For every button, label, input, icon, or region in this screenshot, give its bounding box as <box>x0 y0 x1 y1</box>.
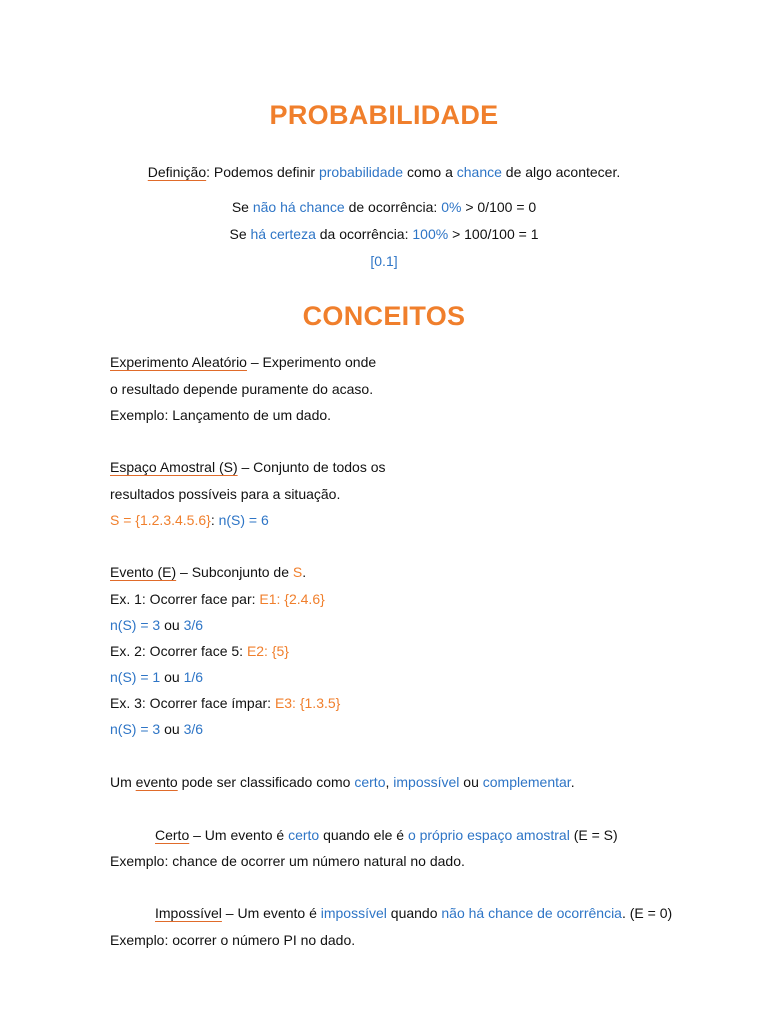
set-symbol: S <box>292 564 303 580</box>
text: > 100/100 = 1 <box>448 226 539 242</box>
espaco-line: resultados possíveis para a situação. <box>110 486 341 502</box>
class-certo: certo <box>354 774 386 790</box>
event-fraction: 3/6 <box>183 617 204 633</box>
text: (E = S) <box>569 827 618 843</box>
text: quando <box>386 905 442 921</box>
text: . <box>302 564 307 580</box>
text: , <box>385 774 394 790</box>
event-set: E1: {2.4.6} <box>259 591 325 607</box>
text: da ocorrência: <box>315 226 413 242</box>
text: ou <box>160 669 184 685</box>
interval-text: [0.1] <box>370 253 398 269</box>
highlight-text: não há chance <box>252 199 345 215</box>
text: de ocorrência: <box>344 199 442 215</box>
example-count-line <box>110 719 203 739</box>
event-fraction: 1/6 <box>183 669 204 685</box>
impossivel-line <box>155 903 672 923</box>
certo-example: Exemplo: chance de ocorrer um número natural no dado. <box>110 853 465 869</box>
example-count-line <box>110 667 203 687</box>
text: Ex. 3: Ocorrer face ímpar: <box>110 695 275 711</box>
text: – Um evento é <box>189 827 289 843</box>
definition-text: como a <box>403 164 457 180</box>
definition-label: Definição <box>147 164 207 180</box>
definition-text: de algo acontecer. <box>501 164 621 180</box>
event-count: n(S) = 1 <box>110 669 161 685</box>
example-line <box>110 589 325 609</box>
percent-value: 100% <box>412 226 449 242</box>
zero-chance-line <box>0 197 768 217</box>
sample-space-count: n(S) = 6 <box>218 512 269 528</box>
sample-space-set: S = {1.2.3.4.5.6} <box>110 512 211 528</box>
text: – Experimento onde <box>246 354 377 370</box>
text: – Um evento é <box>221 905 321 921</box>
example-line <box>110 693 340 713</box>
concept-term: Evento (E) <box>110 564 177 580</box>
definition-text: : Podemos definir <box>206 164 319 180</box>
example-line <box>110 641 289 661</box>
event-count: n(S) = 3 <box>110 721 161 737</box>
event-set: E2: {5} <box>246 643 289 659</box>
text: Um <box>110 774 136 790</box>
definition-line <box>0 162 768 182</box>
highlight-text: o próprio espaço amostral <box>407 827 570 843</box>
text: quando ele é <box>319 827 408 843</box>
text: – Subconjunto de <box>176 564 293 580</box>
concept-term: Impossível <box>155 905 222 921</box>
concept-term: evento <box>135 774 178 790</box>
certainty-line <box>0 224 768 244</box>
text: ou <box>459 774 483 790</box>
highlight-text: não há chance de ocorrência <box>441 905 622 921</box>
term-probabilidade: probabilidade <box>318 164 404 180</box>
text: – Conjunto de todos os <box>237 459 386 475</box>
text: Ex. 2: Ocorrer face 5: <box>110 643 247 659</box>
class-impossivel: impossível <box>393 774 460 790</box>
text: Ex. 1: Ocorrer face par: <box>110 591 260 607</box>
concept-term: Certo <box>155 827 190 843</box>
evento-line <box>110 562 306 582</box>
text: > 0/100 = 0 <box>461 199 537 215</box>
espaco-set-line <box>110 510 269 530</box>
espaco-line <box>110 457 386 477</box>
text: . (E = 0) <box>621 905 673 921</box>
text: Se <box>229 226 251 242</box>
text: . <box>570 774 575 790</box>
concept-term: Experimento Aleatório <box>110 354 247 370</box>
experimento-line <box>110 352 376 372</box>
classification-line <box>110 772 575 792</box>
impossivel-example: Exemplo: ocorrer o número PI no dado. <box>110 932 356 948</box>
section-title: CONCEITOS <box>302 301 466 331</box>
text: ou <box>160 721 184 737</box>
highlight-text: impossível <box>320 905 387 921</box>
text: : <box>210 512 219 528</box>
example-count-line <box>110 615 203 635</box>
event-count: n(S) = 3 <box>110 617 161 633</box>
text: Se <box>231 199 253 215</box>
concept-term: Espaço Amostral (S) <box>110 459 238 475</box>
certo-line <box>155 825 618 845</box>
event-set: E3: {1.3.5} <box>274 695 341 711</box>
text: pode ser classificado como <box>177 774 355 790</box>
class-complementar: complementar <box>482 774 571 790</box>
event-fraction: 3/6 <box>183 721 204 737</box>
term-chance: chance <box>456 164 502 180</box>
percent-value: 0% <box>441 199 462 215</box>
text: ou <box>160 617 184 633</box>
experimento-line: o resultado depende puramente do acaso. <box>110 381 374 397</box>
highlight-text: há certeza <box>250 226 316 242</box>
page-title: PROBABILIDADE <box>269 100 499 130</box>
experimento-example: Exemplo: Lançamento de um dado. <box>110 407 332 423</box>
highlight-text: certo <box>288 827 320 843</box>
